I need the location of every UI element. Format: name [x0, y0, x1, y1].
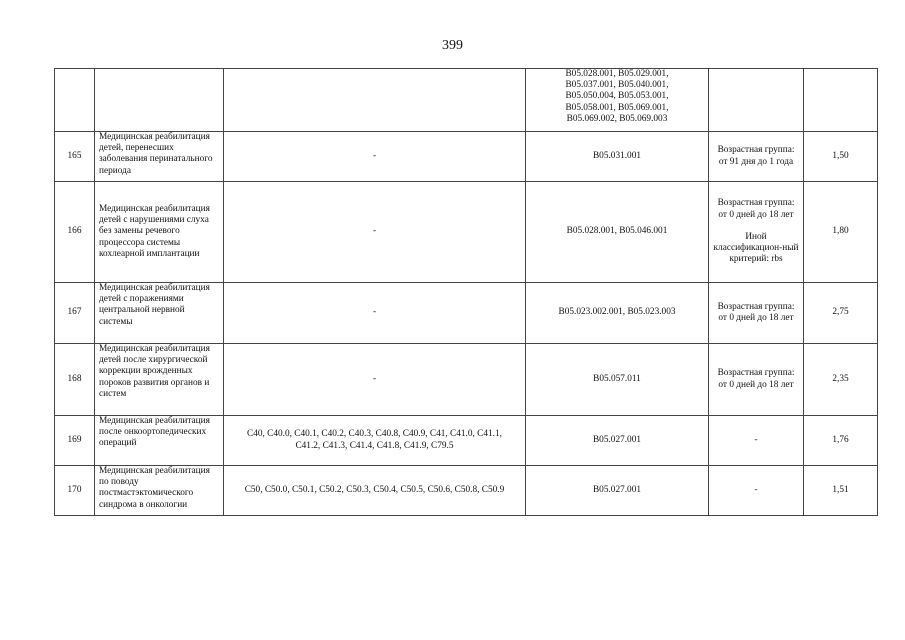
- row-number: 169: [55, 416, 95, 466]
- row-criteria: [709, 466, 804, 516]
- row-diagnoses: [224, 69, 526, 132]
- tariff-table: [54, 68, 878, 516]
- row-services: B05.031.001: [526, 132, 709, 182]
- criteria-line: -: [754, 434, 758, 445]
- row-criteria: [709, 132, 804, 182]
- row-diagnoses: -: [224, 344, 526, 416]
- row-diagnoses: C40, C40.0, C40.1, C40.2, C40.3, C40.8, C40.9, C41, C41.0, C41.1, C41.2, C41.3, C41.4, C41.8, C41.9, C79.5: [224, 416, 526, 466]
- criteria-line: Иной классификацион-ный критерий: rbs: [713, 231, 799, 265]
- row-name: Медицинская реабилитация детей с поражениями центральной нервной системы: [95, 283, 224, 344]
- criteria-line: Возрастная группа: от 0 дней до 18 лет: [717, 301, 795, 323]
- row-name: Медицинская реабилитация детей после хирургической коррекции врожденных пороков развития органов и систем: [95, 344, 224, 416]
- row-coefficient: 2,35: [804, 344, 878, 416]
- row-services: B05.027.001: [526, 416, 709, 466]
- table-row: [55, 182, 878, 283]
- row-number: 168: [55, 344, 95, 416]
- row-name: Медицинская реабилитация детей, перенесших заболевания перинатального периода: [95, 132, 224, 182]
- row-coefficient: 1,50: [804, 132, 878, 182]
- row-services: B05.057.011: [526, 344, 709, 416]
- row-coefficient: 2,75: [804, 283, 878, 344]
- row-number: [55, 69, 95, 132]
- row-coefficient: 1,51: [804, 466, 878, 516]
- table-row: [55, 283, 878, 344]
- row-criteria: [709, 344, 804, 416]
- row-name: Медицинская реабилитация по поводу постмастэктомического синдрома в онкологии: [95, 466, 224, 516]
- row-number: 167: [55, 283, 95, 344]
- criteria-line: Возрастная группа: от 0 дней до 18 лет: [717, 368, 795, 390]
- table-row: [55, 344, 878, 416]
- row-services: B05.027.001: [526, 466, 709, 516]
- row-diagnoses: -: [224, 132, 526, 182]
- table-row-continuation: [55, 69, 878, 132]
- criteria-line: Возрастная группа: от 91 дня до 1 года: [717, 145, 795, 167]
- row-services: B05.023.002.001, B05.023.003: [526, 283, 709, 344]
- row-criteria: [709, 283, 804, 344]
- table-row: [55, 466, 878, 516]
- row-services: B05.028.001, B05.046.001: [526, 182, 709, 283]
- row-coefficient: 1,76: [804, 416, 878, 466]
- row-name: [95, 69, 224, 132]
- page-number: 399: [442, 38, 463, 53]
- table-row: [55, 132, 878, 182]
- row-criteria: [709, 182, 804, 283]
- criteria-gap: [713, 221, 799, 232]
- row-diagnoses: -: [224, 182, 526, 283]
- criteria-line: -: [754, 484, 758, 495]
- row-coefficient: [804, 69, 878, 132]
- row-diagnoses: -: [224, 283, 526, 344]
- table-row: [55, 416, 878, 466]
- row-criteria: [709, 416, 804, 466]
- row-number: 166: [55, 182, 95, 283]
- row-number: 170: [55, 466, 95, 516]
- row-name: Медицинская реабилитация после онкоортопедических операций: [95, 416, 224, 466]
- row-coefficient: 1,80: [804, 182, 878, 283]
- row-services: B05.028.001, B05.029.001, B05.037.001, B05.040.001, B05.050.004, B05.053.001, B05.058.001, B05.069.001, B05.069.002, B05.069.003: [526, 69, 709, 132]
- row-number: 165: [55, 132, 95, 182]
- row-criteria: [709, 69, 804, 132]
- row-name: Медицинская реабилитация детей с нарушениями слуха без замены речевого процессора системы кохлеарной имплантации: [95, 182, 224, 283]
- criteria-line: Возрастная группа: от 0 дней до 18 лет: [717, 198, 795, 220]
- row-diagnoses: C50, C50.0, C50.1, C50.2, C50.3, C50.4, C50.5, C50.6, C50.8, C50.9: [224, 466, 526, 516]
